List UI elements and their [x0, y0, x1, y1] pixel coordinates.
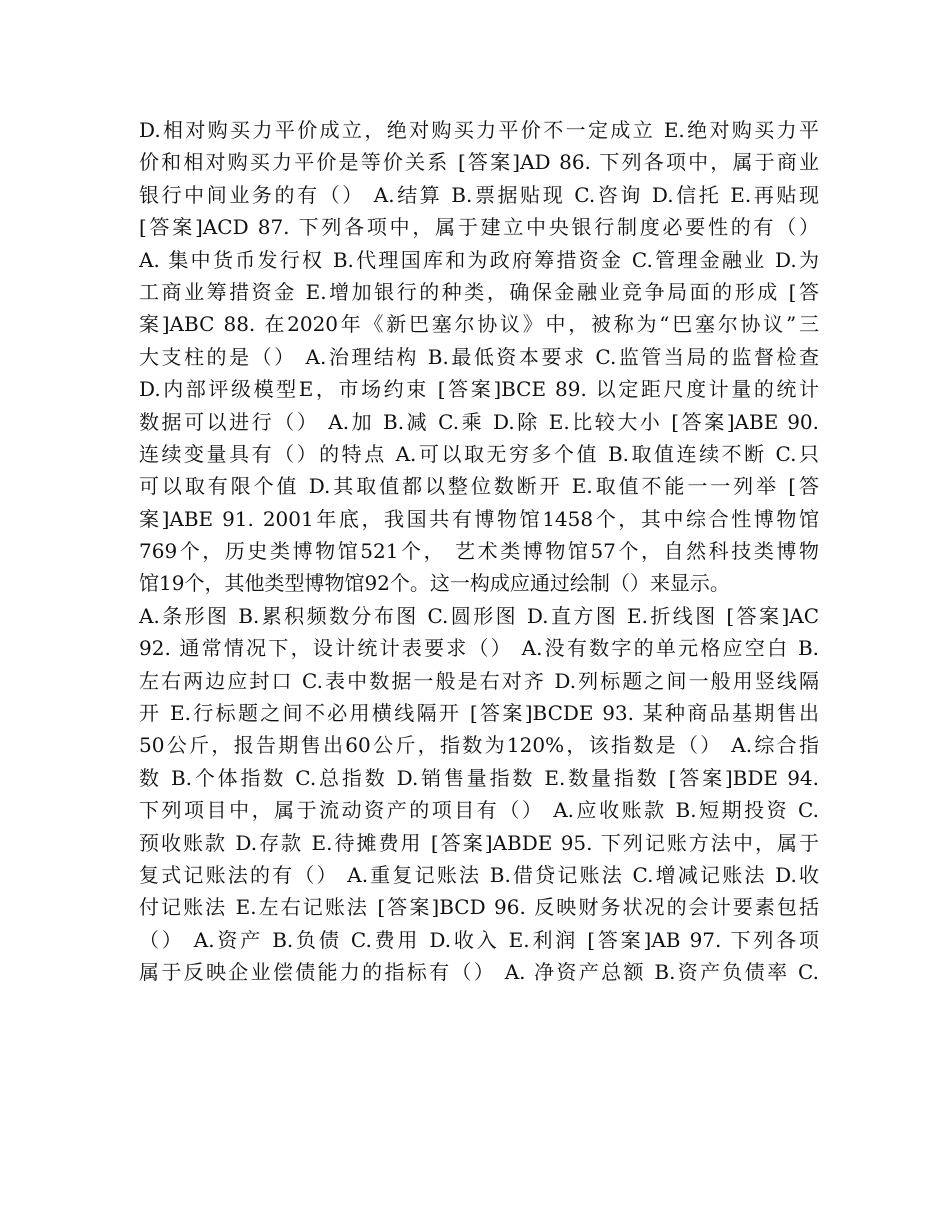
text-line-9: D.内部评级模型E，市场约束 [答案]BCE 89. 以定距尺度计量的统计: [139, 377, 819, 402]
text-line-17: 92. 通常情况下，设计统计表要求（） A.没有数字的单元格应空白 B.: [139, 636, 819, 661]
text-line-27: 属于反映企业偿债能力的指标有（） A. 净资产总额 B.资产负债率 C.: [139, 960, 819, 985]
text-line-20: 50公斤，报告期售出60公斤，指数为120%，该指数是（） A.综合指: [139, 733, 819, 758]
text-line-22: 下列项目中，属于流动资产的项目有（） A.应收账款 B.短期投资 C.: [139, 798, 819, 823]
text-line-4: [答案]ACD 87. 下列各项中，属于建立中央银行制度必要性的有（）: [139, 215, 819, 240]
text-line-18: 左右两边应封口 C.表中数据一般是右对齐 D.列标题之间一般用竖线隔: [139, 668, 819, 693]
text-line-8: 大支柱的是（） A.治理结构 B.最低资本要求 C.监管当局的监督检查: [139, 344, 819, 369]
text-line-1: D.相对购买力平价成立，绝对购买力平价不一定成立 E.绝对购买力平: [139, 118, 819, 142]
text-line-7: 案]ABC 88. 在2020年《新巴塞尔协议》中，被称为“巴塞尔协议”三: [139, 312, 819, 337]
text-line-10: 数据可以进行（） A.加 B.减 C.乘 D.除 E.比较大小 [答案]ABE 90.: [139, 409, 819, 434]
text-line-19: 开 E.行标题之间不必用横线隔开 [答案]BCDE 93. 某种商品基期售出: [139, 701, 819, 726]
text-line-2: 价和相对购买力平价是等价关系 [答案]AD 86. 下列各项中，属于商业: [139, 150, 819, 175]
text-line-6: 工商业筹措资金 E.增加银行的种类，确保金融业竞争局面的形成 [答: [139, 279, 819, 304]
text-line-13: 案]ABE 91. 2001年底，我国共有博物馆1458个，其中综合性博物馆: [139, 506, 819, 531]
text-line-5: A. 集中货币发行权 B.代理国库和为政府筹措资金 C.管理金融业 D.为: [139, 247, 819, 272]
text-line-26: （） A.资产 B.负债 C.费用 D.收入 E.利润 [答案]AB 97. 下列各项: [139, 927, 819, 952]
text-line-3: 银行中间业务的有（） A.结算 B.票据贴现 C.咨询 D.信托 E.再贴现: [139, 182, 819, 207]
text-line-12: 可以取有限个值 D.其取值都以整位数断开 E.取值不能一一列举 [答: [139, 474, 819, 499]
body-text: [139, 114, 819, 989]
text-line-23: 预收账款 D.存款 E.待摊费用 [答案]ABDE 95. 下列记账方法中，属于: [139, 830, 819, 855]
text-line-24: 复式记账法的有（） A.重复记账法 B.借贷记账法 C.增减记账法 D.收: [139, 862, 819, 887]
text-line-16: A.条形图 B.累积频数分布图 C.圆形图 D.直方图 E.折线图 [答案]AC: [139, 603, 819, 628]
text-line-25: 付记账法 E.左右记账法 [答案]BCD 96. 反映财务状况的会计要素包括: [139, 895, 819, 920]
text-line-11: 连续变量具有（）的特点 A.可以取无穷多个值 B.取值连续不断 C.只: [139, 441, 819, 466]
text-line-15: 馆19个，其他类型博物馆92个。这一构成应通过绘制（）来显示。: [139, 571, 730, 596]
text-line-21: 数 B.个体指数 C.总指数 D.销售量指数 E.数量指数 [答案]BDE 94.: [139, 765, 819, 790]
text-line-14: 769个，历史类博物馆521个， 艺术类博物馆57个，自然科技类博物: [139, 539, 819, 564]
